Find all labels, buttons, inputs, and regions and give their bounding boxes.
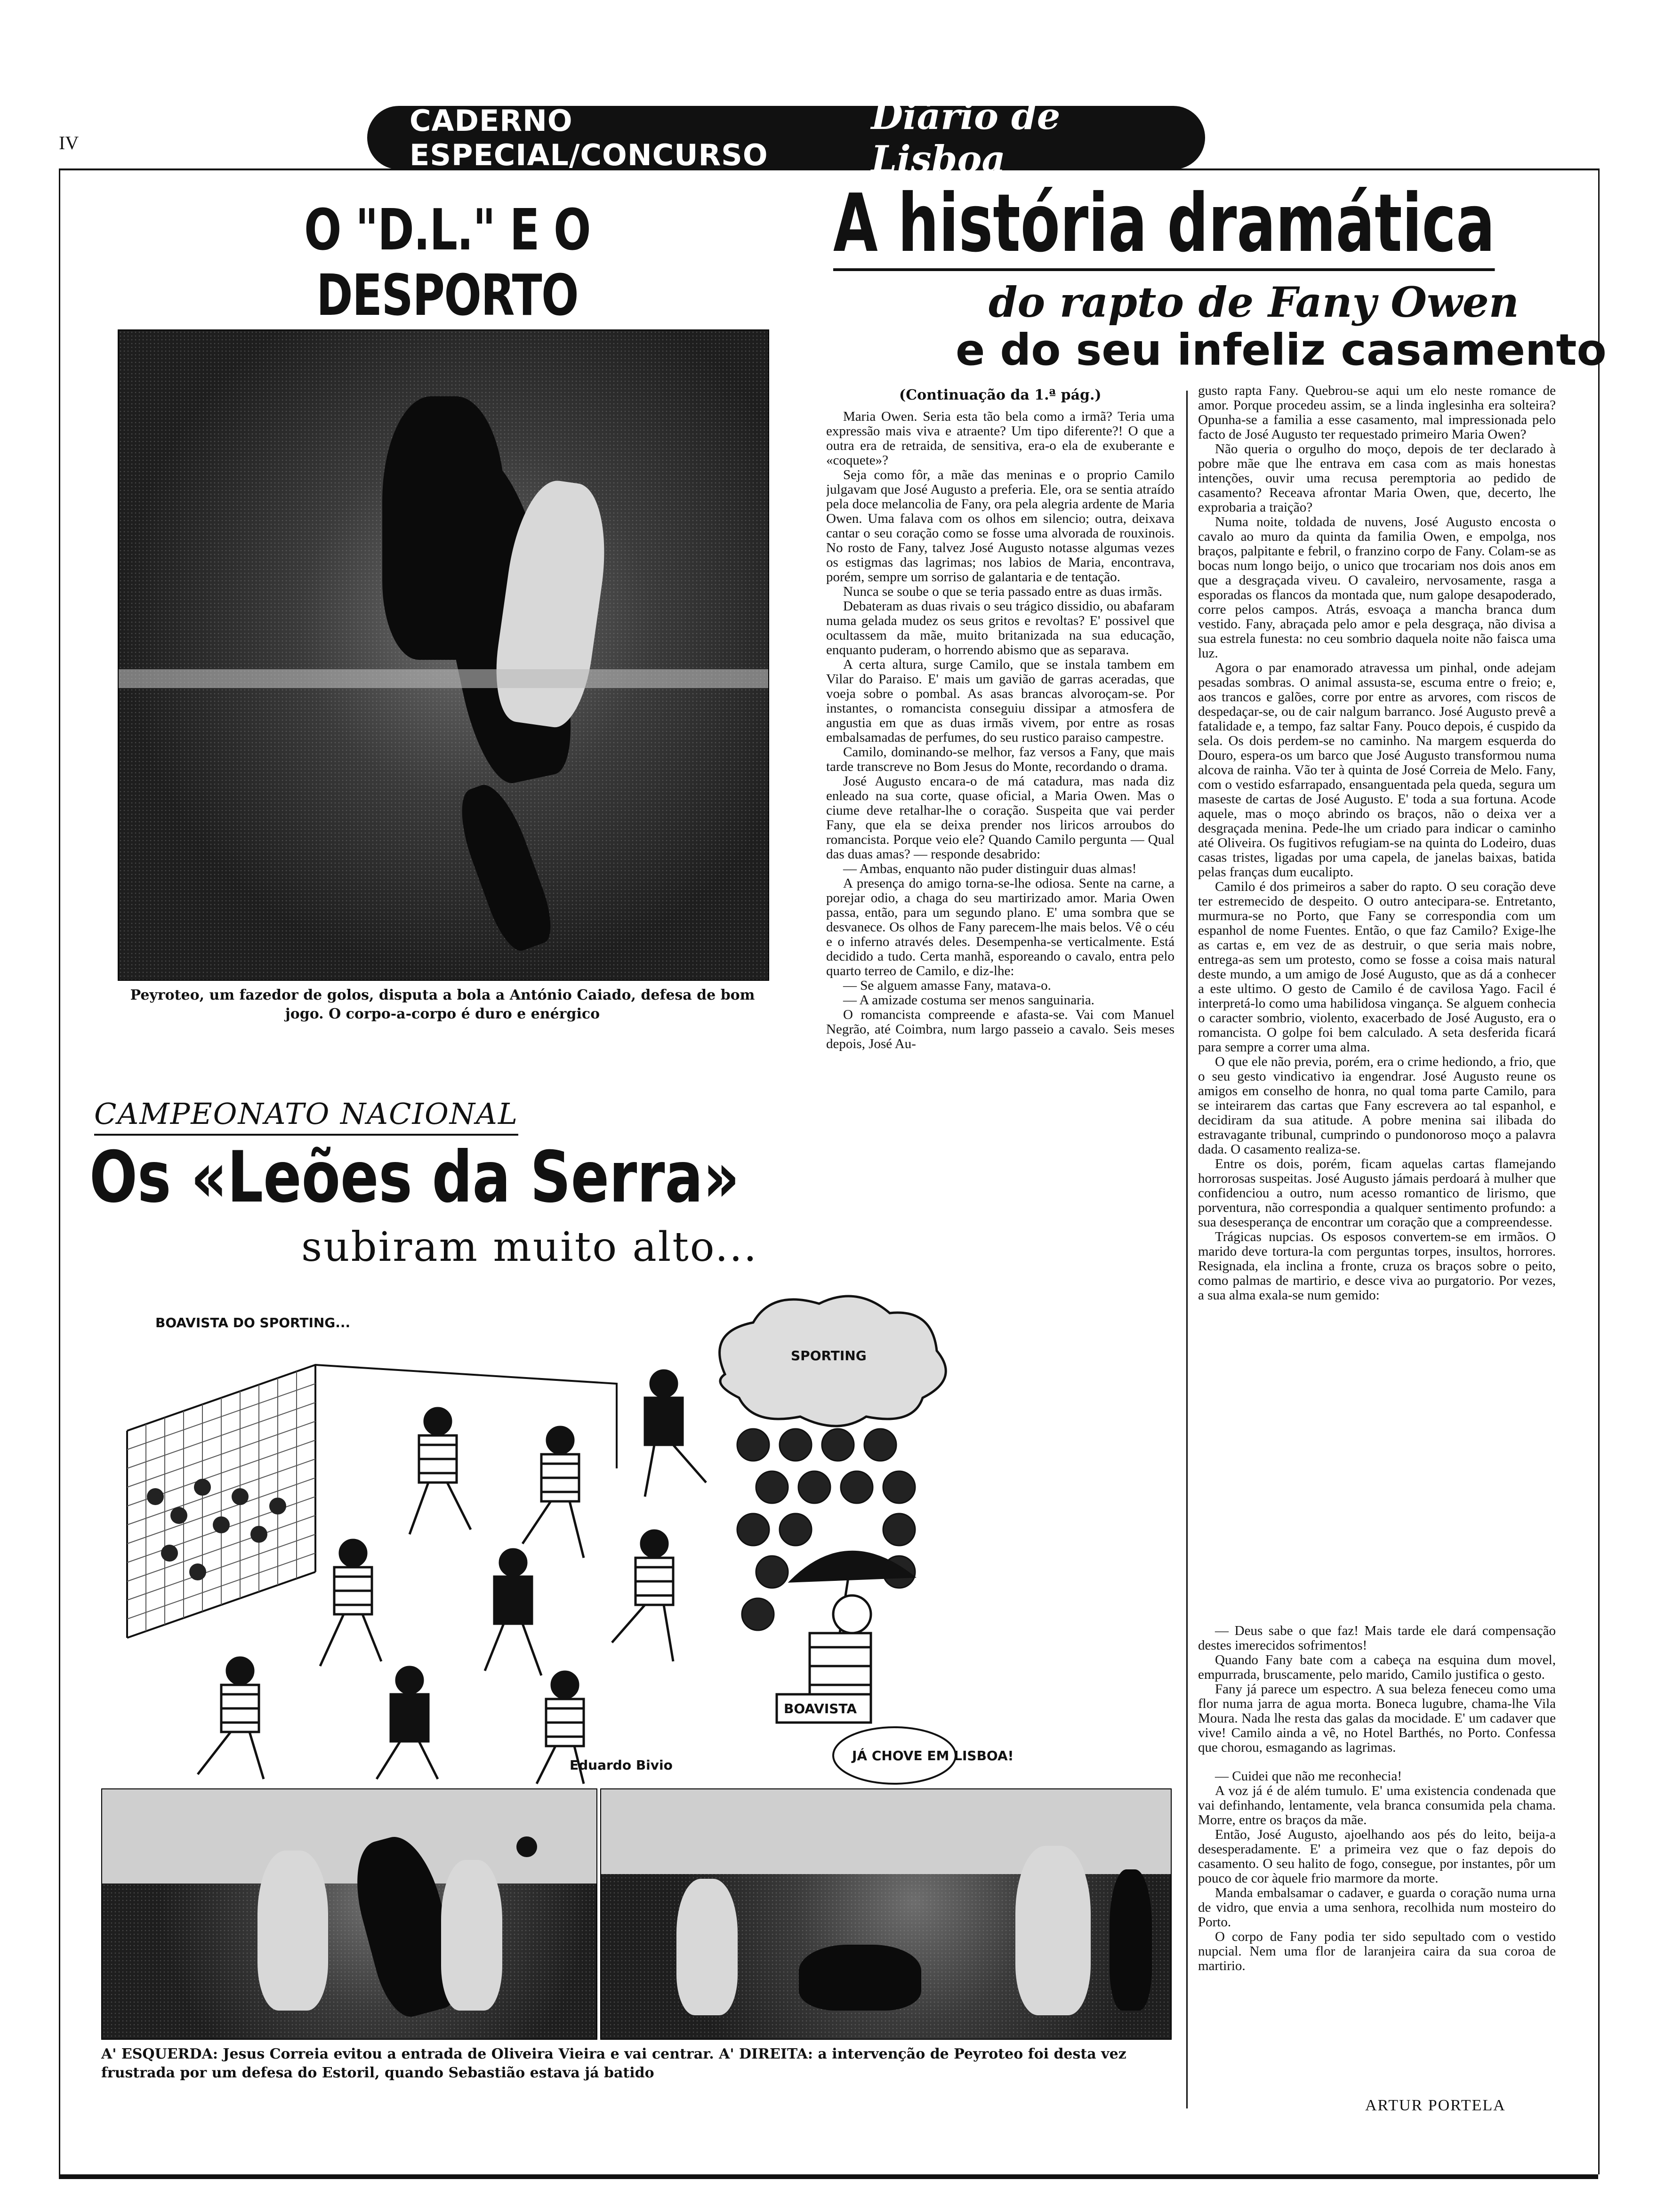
cloud-label: SPORTING [791,1348,867,1363]
cartoon-label-top: BOAVISTA DO SPORTING... [155,1315,351,1330]
sport-section-title: O "D.L." E O DESPORTO [304,198,591,329]
speech-bubble-text: JÁ CHOVE EM LISBOA! [852,1748,1014,1763]
peyroteo-photo [118,329,769,981]
paragraph: Fany já parece um espectro. A sua beleza feneceu como uma flor numa jarra de agua morta. Boneca lugubre, chama-lhe Vila Moura. Nada lhe resta das galas da mocidade. E' um cadaver que vive! Camilo ainda a vê, no Hotel Barthés, no Porto. Confessa que chorou, esmagando as lagrimas. [1198,1682,1556,1755]
paragraph: Entre os dois, porém, ficam aquelas cartas flamejando horrorosas suspeitas. José Augusto jámais perdoará à mulher que confidenciou a outro, num acesso romantico de lirismo, que porventura, não correspondia a qualquer sentimento profundo: a sua desesperança de encontrar um coração que a compreendesse. [1198,1156,1556,1230]
paragraph: — Deus sabe o que faz! Mais tarde ele dará compensação destes imerecidos sofrimentos! [1198,1624,1556,1653]
paragraph: Debateram as duas rivais o seu trágico dissidio, ou abafaram numa gelada mudez os seus gritos e revoltas? E' possivel que ocultassem da mãe, muito britanizada na sua educação, enquanto puderam, o horrendo abismo que as separava. [826,599,1174,657]
paragraph: — Cuidei que não me reconhecia! [1215,1769,1402,1784]
leoes-subheadline: subiram muito alto... [301,1224,758,1271]
umbrella-label: BOAVISTA [784,1701,857,1716]
photo-caption-top: Peyroteo, um fazedor de golos, disputa a bola a António Caiado, defesa de bom jogo. O corpo-a-corpo é duro e enérgico [130,987,755,1022]
page-number: IV [59,132,79,153]
paragraph: — Se alguem amasse Fany, matava-o. [843,978,1051,993]
paragraph: Numa noite, toldada de nuvens, José Augusto encosta o cavalo ao muro da quinta da familia Owen, e empolga, nos braços, palpitante e febril, o franzino corpo de Fany. Colam-se as bocas num longo beijo, o unico que trocariam nos dois anos em que a desgraçada viveu. O cavaleiro, nervosamente, rasga a esporadas os flancos da montada que, num galope desapoderado, corre pelos campos. Atrás, esvoaça a mancha branca dum vestido. Fany, abraçada pelo amor e pela desgraça, não divisa a sua estrela funesta: no ceu sombrio daquela noite não faisca uma luz. [1198,514,1556,661]
paragraph: Não queria o orgulho do moço, depois de ter declarado à pobre mãe que lhe entrava em casa com as mais honestas intenções, ouvir uma recusa peremptoria ao pedido de casamento? Receava afrontar Maria Owen, que, decerto, lhe exprobaria a traição? [1198,441,1556,515]
paragraph: Camilo, dominando-se melhor, faz versos a Fany, que mais tarde transcreve no Bom Jesus do Monte, recordando o drama. [826,745,1174,774]
paragraph: Camilo é dos primeiros a saber do rapto. O seu coração deve ter estremecido de despeito. O outro antecipara-se. Entretanto, murmura-se no Porto, que Fany se correspondia com um espanhol de nome Fuentes. Então, o que faz Camilo? Exige-lhe as cartas e, em vez de as destruir, o que seria mais nobre, entrega-as sem um protesto, como se fosse a coisa mais natural deste mundo, a um amigo de José Augusto, que as dá a conhecer a este ultimo. O gesto de Camilo é de cavilosa Yago. Facil é interpretá-lo como uma habilidosa vingança. Se alguem conhecia o caracter sombrio, violento, exacerbado de José Augusto, era o romancista. O golpe foi bem calculado. A seta desferida ficará para sempre a correr uma alma. [1198,879,1556,1055]
left-margin-rule [59,169,60,2174]
paragraph: Então, José Augusto, ajoelhando aos pés do leito, beija-a desesperadamente. E' a primeira vez que o faz depois do casamento. O seu halito de fogo, consegue, por instantes, pôr um pouco de cor àquele frio marmore da morte. [1198,1827,1556,1886]
article-column-2 [1198,384,1556,1617]
leoes-headline: Os «Leões da Serra» [89,1137,740,1218]
paragraph: Agora o par enamorado atravessa um pinhal, onde adejam pesadas sombras. O animal assusta-se, escuma entre o freio; e, aos trancos e galões, corre por entre as arvores, com riscos de despedaçar-se, ou de cair nalgum barranco. José Augusto prevê a fatalidade e, a tempo, faz saltar Fany. Pouco depois, é cuspido da sela. Os dois perdem-se no caminho. Na margem esquerda do Douro, espera-os um barco que José Augusto transformou numa alcova de rainha. Vão ter à quinta de José Correia de Melo. Fany, com o vestido esfarrapado, ensanguentada pela queda, segura um maseste de cartas de José Augusto. E' toda a sua fortuna. Acode aquele, mas o moço abrindo os braços, não o deixa ver a desgraçada menina. Pede-lhe um criado para indicar o caminho até Oliveira. Os fugitivos refugiam-se na quinta do Lodeiro, duas casas tristes, ligadas por uma capela, de janelas baixas, batida pelas franças dum eucalipto. [1198,660,1556,880]
cartoon-players [198,1370,706,1784]
speech-bubble [833,1727,1014,1784]
paragraph: Nunca se soube o que se teria passado entre as duas irmãs. [843,584,1163,599]
paragraph: O romancista compreende e afasta-se. Vai com Manuel Negrão, até Coimbra, num largo passeio a cavalo. Seis meses depois, José Au- [826,1007,1174,1051]
paragraph: Trágicas nupcias. Os esposos convertem-se em irmãos. O marido deve tortura-la com perguntas torpes, insultos, horrores. Resignada, ela inclina a fronte, cruza os braços sobre o peito, como palmas de martirio, e desce viva ao purgatorio. Por vezes, a sua alma exala-se num gemido: [1198,1229,1556,1303]
paragraph: Manda embalsamar o cadaver, e guarda o coração numa urna de vidro, que envia a uma senhora, recolhida num mosteiro do Porto. [1198,1885,1556,1930]
story-subheadline-1: do rapto de Fany Owen [989,278,1519,327]
paragraph: A certa altura, surge Camilo, que se instala tambem em Vilar do Paraiso. E' mais um gavião de garras aceradas, que voeja sobre o pombal. As asas brancas alvoroçam-se. Por instantes, o romancista conseguiu dissipar a atmosfera de angustia em que as duas irmãs vivem, por entre as rosas embalsamadas de perfumes, do seu rustico paraiso campestre. [826,657,1174,745]
paragraph: Quando Fany bate com a cabeça na esquina dum movel, empurrada, bruscamente, pelo marido, Camilo justifica o gesto. [1198,1652,1556,1682]
continuation-note: (Continuação da 1.ª pág.) [899,387,1102,403]
article-column-1 [826,409,1174,1266]
umbrella-figure [777,1552,913,1723]
storm-cloud-drawing [720,1296,946,1426]
football-cartoon [99,1290,1167,1798]
paragraph: José Augusto encara-o de má catadura, mas nada diz enleado na sua corte, quase oficial, a Maria Owen. Mas o ciume deve retalhar-lhe o coração. Suspeita que vai perder Fany, que ela se deixa prender nos liricos arroubos do romancista. Porque veio ele? Quando Camilo pergunta — Qual das duas amas? — responde desabrido: [826,774,1174,862]
paragraph: — Ambas, enquanto não puder distinguir duas almas! [843,861,1137,876]
paragraph: — A amizade costuma ser menos sanguinaria. [843,993,1094,1008]
paragraph: A presença do amigo torna-se-lhe odiosa. Sente na carne, a porejar odio, a chaga do seu martirizado amor. Maria Owen passa, então, para um segundo plano. E' uma sombra que se desvanece. Os olhos de Fany parecem-lhe mais belos. Vê o céu e o inferno através deles. Desempenha-se verticalmente. Está decidido a tudo. Certa manhã, esporeando o cavalo, entra pelo quarto terreo de Camilo, e diz-lhe: [826,876,1174,978]
paragraph: O corpo de Fany podia ter sido sepultado com o vestido nupcial. Nem uma flor de laranjeira caira da sua coroa de martirio. [1198,1929,1556,1973]
paragraph: A voz já é de além tumulo. E' uma existencia condenada que vai definhando, lentamente, vela branca consumida pela chama. Morre, entre os braços da mãe. [1198,1783,1556,1827]
column-divider [1186,391,1188,2108]
section-header-bar [367,95,1205,181]
author-byline: ARTUR PORTELA [1365,2097,1506,2114]
bottom-rule [59,2174,1598,2179]
cartoon-signature: Eduardo Bivio [570,1757,673,1773]
jesus-correia-photo [101,1788,597,2040]
right-margin-rule [1598,169,1600,2174]
paragraph: Maria Owen. Seria esta tão bela como a irmã? Teria uma expressão mais viva e atraente? Um tipo diferente?! O que a outra era de retraida, de sensitiva, era-o ela de exuberante e «coquete»? [826,409,1174,468]
rain-balls [737,1429,915,1630]
article-column-3 [1198,1624,1556,2099]
peyroteo-estoril-photo [600,1788,1172,2040]
story-subheadline-2: e do seu infeliz casamento [956,325,1607,375]
paragraph: gusto rapta Fany. Quebrou-se aqui um elo neste romance de amor. Porque procedeu assim, se a linda inglesinha era solteira? Opunha-se a familia a esse casamento, mal impressionada pelo facto de José Augusto ter requestado primeiro Maria Owen? [1198,384,1556,442]
masthead-logo: Diário de Lisboa [871,95,1061,181]
paragraph: Seja como fôr, a mãe das meninas e o proprio Camilo julgavam que José Augusto a preferia. Ele, ora se sentia atraído pela doce melancolia de Fany, ora pela alegria ardente de Maria Owen. Uma falava com os olhos em silencio; outra, deixava cantar o seu coração como se fosse uma alvorada de rouxinois. No rosto de Fany, talvez José Augusto notasse algumas vezes os estigmas das lagrimas; nos labios de Maria, encontrava, porém, sempre um sorriso de galantaria e de tentação. [826,467,1174,585]
story-headline: A história dramática [833,177,1495,270]
paragraph: O que ele não previa, porém, era o crime hediondo, a frio, que o seu gesto vindicativo ia engendrar. José Augusto reune os amigos em conselho de honra, no qual toma parte Camilo, para se inteirarem das cartas que Fany escrevera ao tal espanhol, e decidiram da sua atitude. A pobre menina sai ilibada do estravagante tribunal, cumprindo o pundonoroso moço a palavra dada. O casamento realiza-se. [1198,1054,1556,1157]
section-label: CADERNO ESPECIAL/CONCURSO [410,103,768,172]
photo-caption-bottom: A' ESQUERDA: Jesus Correia evitou a entrada de Oliveira Vieira e vai centrar. A' DIREITA: a intervenção de Peyroteo foi desta vez frustrada por um defesa do Estoril, quando Sebastião estava já batido [101,2046,1126,2081]
campeonato-label: CAMPEONATO NACIONAL [94,1097,518,1136]
